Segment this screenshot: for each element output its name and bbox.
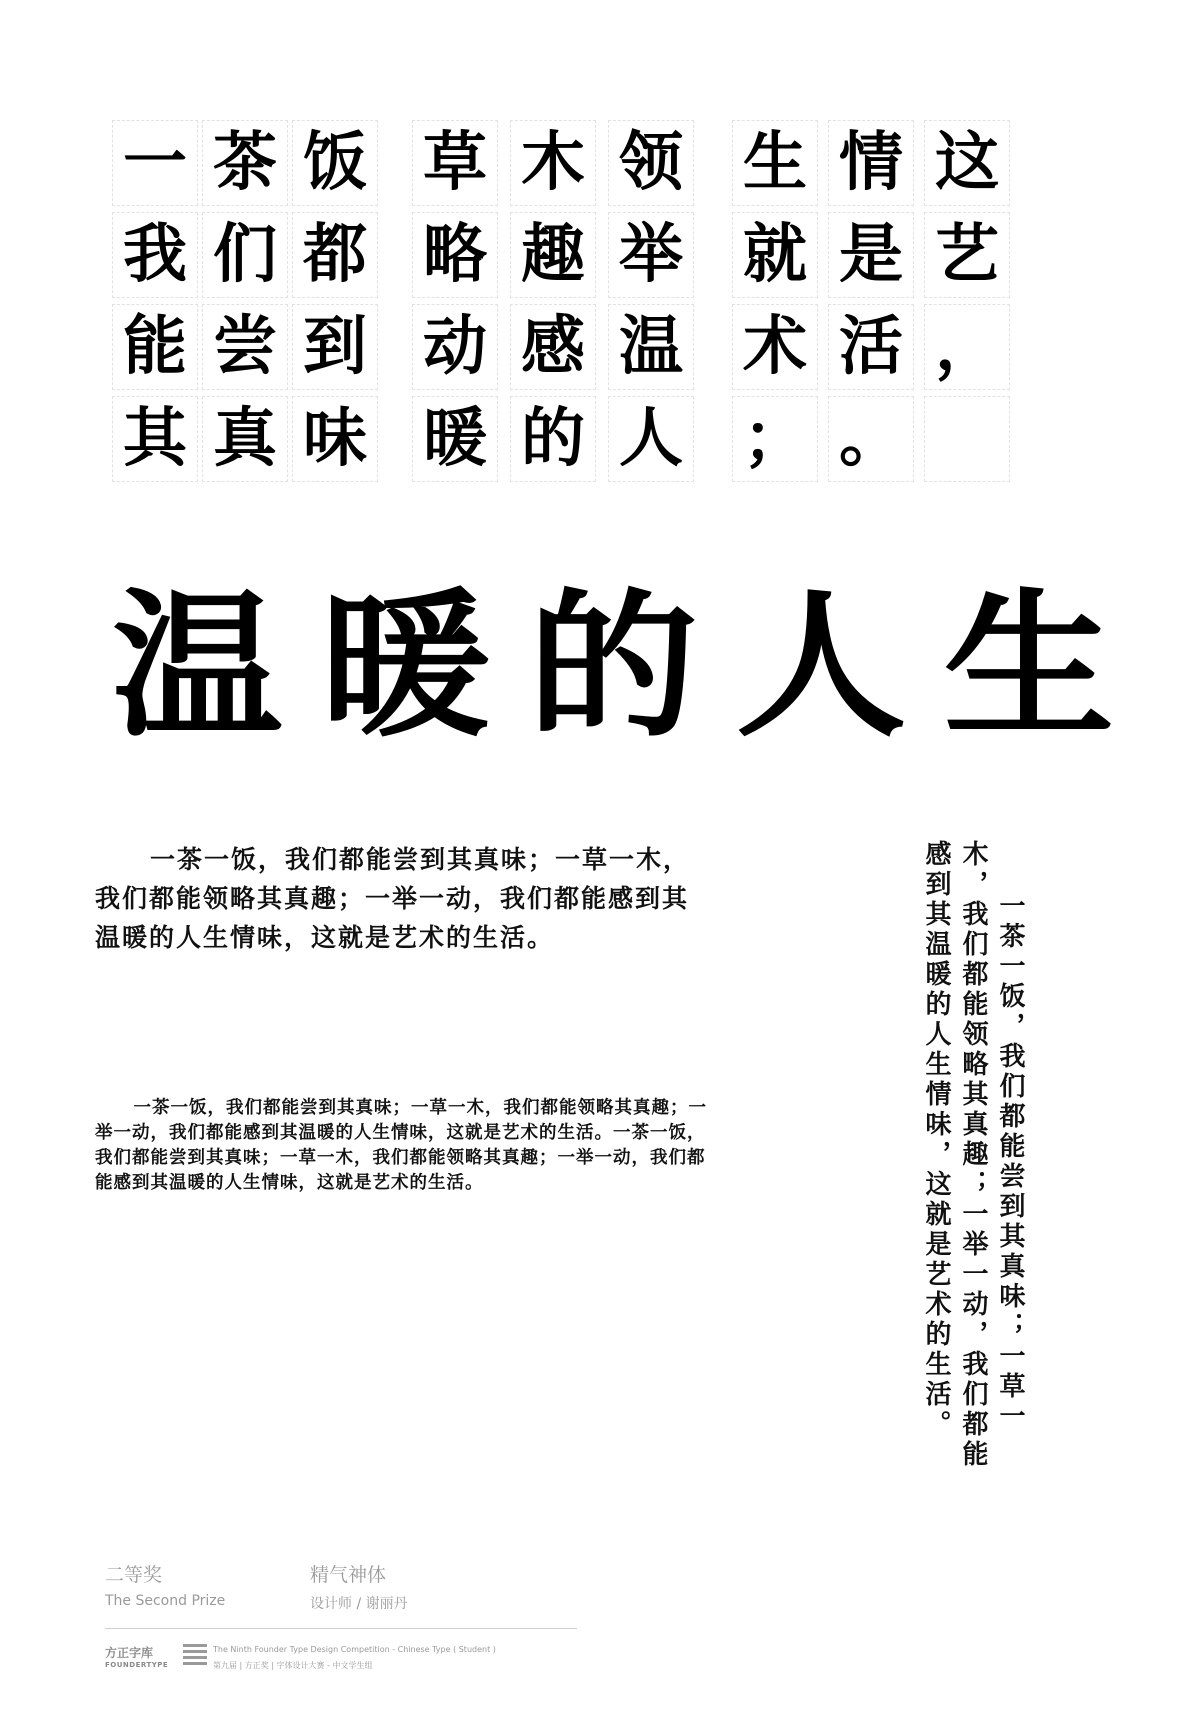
grid-cell: 暖 [412,396,498,482]
footer-divider [105,1628,577,1629]
grid-cell: 人 [608,396,694,482]
grid-cell: 木 [510,120,596,206]
grid-cell: 真 [202,396,288,482]
grid-cell: 领 [608,120,694,206]
competition-title-zh: 第九届 | 方正奖 | 字体设计大赛 - 中文学生组 [213,1661,373,1670]
grid-cell: 术 [732,304,818,390]
designer-credit: 设计师 / 谢丽丹 [310,1596,408,1612]
grid-cell: 是 [828,212,914,298]
grid-cell: 这 [924,120,1010,206]
grid-cell: 们 [202,212,288,298]
title-char: 的 [527,575,699,759]
footer [95,1550,1105,1700]
grid-cell: 草 [412,120,498,206]
paragraph-large: 一茶一饭，我们都能尝到其真味；一草一木，我们都能领略其真趣；一举一动，我们都能感到其温暖的人生情味，这就是艺术的生活。 [95,845,691,952]
title-char: 暖 [319,575,491,759]
grid-cell: ； [732,396,818,482]
grid-cell: 茶 [202,120,288,206]
brand-name-zh: 方正字库 [105,1646,154,1660]
grid-cell: 温 [608,304,694,390]
grid-cell: 我 [112,212,198,298]
main-title [111,575,1115,759]
grid-cell [924,396,1010,482]
grid-cell: 。 [828,396,914,482]
grid-cell: 一 [112,120,198,206]
font-name: 精气神体 [310,1564,387,1586]
grid-cell: 到 [292,304,378,390]
grid-cell: 味 [292,396,378,482]
title-char: 人 [735,575,907,759]
grid-cell: 生 [732,120,818,206]
grid-cell: 动 [412,304,498,390]
vertical-paragraph [868,840,1028,1480]
grid-cell: 的 [510,396,596,482]
title-char: 生 [943,575,1115,759]
competition-title-en: The Ninth Founder Type Design Competition - Chinese Type ( Student ) [213,1645,496,1654]
brand-name-en: FOUNDERTYPE [105,1661,169,1669]
title-char: 温 [111,575,283,759]
grid-cell: 感 [510,304,596,390]
grid-cell: 就 [732,212,818,298]
grid-cell: 尝 [202,304,288,390]
grid-cell: 饭 [292,120,378,206]
grid-cell: 活 [828,304,914,390]
prize-label-zh: 二等奖 [105,1564,163,1586]
vertical-text: 一茶一饭，我们都能尝到其真味；一草一木，我们都能领略其真趣；一举一动，我们都能感到其温暖的人生情味，这就是艺术的生活。 [921,840,1025,1470]
grid-cell: 能 [112,304,198,390]
grid-cell: 情 [828,120,914,206]
grid-cell: 都 [292,212,378,298]
grid-cell: 略 [412,212,498,298]
grid-cell: 艺 [924,212,1010,298]
grid-cell: 举 [608,212,694,298]
prize-label-en: The Second Prize [105,1593,226,1609]
grid-cell: ， [924,304,1010,390]
grid-cell: 其 [112,396,198,482]
founder-logo-icon [183,1644,207,1666]
paragraph-small: 一茶一饭，我们都能尝到其真味；一草一木，我们都能领略其真趣；一举一动，我们都能感到其温暖的人生情味，这就是艺术的生活。一茶一饭，我们都能尝到其真味；一草一木，我们都能领略其真趣；一举一动，我们都能感到其温暖的人生情味，这就是艺术的生活。 [95,1098,707,1193]
grid-cell: 趣 [510,212,596,298]
